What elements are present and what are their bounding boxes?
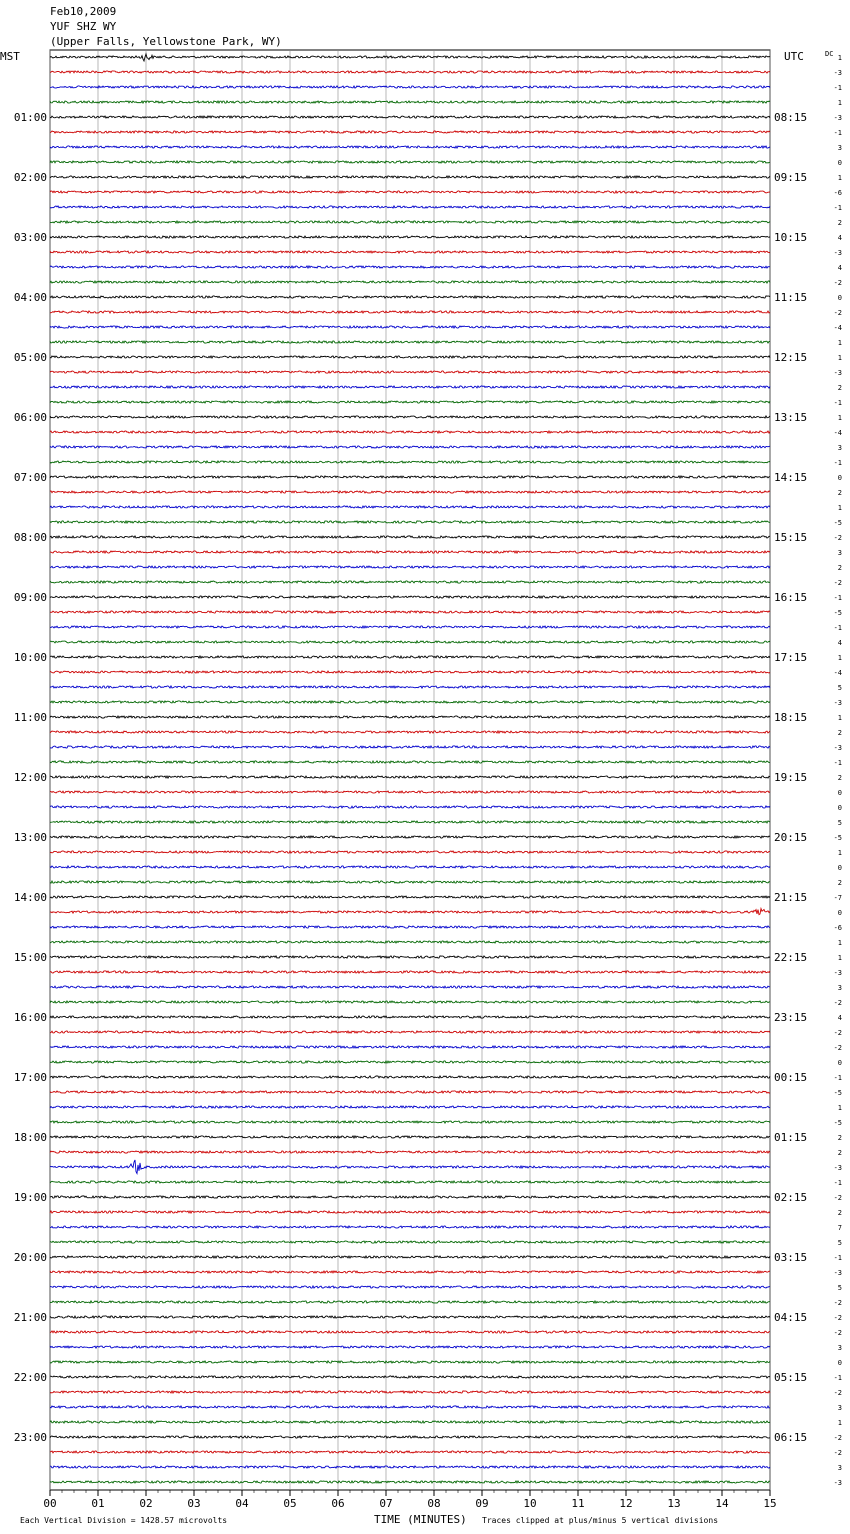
seismic-trace <box>50 206 770 208</box>
dc-offset-value: -1 <box>833 204 842 212</box>
dc-offset-value: -2 <box>833 1029 842 1037</box>
hour-label-right: 06:15 <box>774 1431 808 1444</box>
hour-label-left: 06:00 <box>13 411 47 424</box>
seismic-trace <box>50 1256 770 1258</box>
seismic-trace <box>50 836 770 838</box>
seismic-trace <box>50 356 770 358</box>
seismic-trace <box>50 1301 770 1303</box>
seismic-trace <box>50 1271 770 1273</box>
seismic-trace <box>50 266 770 268</box>
seismic-trace <box>50 566 770 568</box>
seismic-trace <box>50 1241 770 1243</box>
dc-offset-value: -2 <box>833 1044 842 1052</box>
dc-offset-value: 0 <box>837 804 842 812</box>
seismic-trace <box>50 251 770 253</box>
seismic-trace <box>50 909 770 915</box>
right-axis-label: UTC <box>784 50 804 63</box>
vertical-division-note: Each Vertical Division = 1428.57 microvolts <box>20 1516 228 1525</box>
seismic-trace <box>50 1091 770 1093</box>
dc-offset-value: -2 <box>833 1389 842 1397</box>
dc-offset-value: 5 <box>837 1239 842 1247</box>
hour-label-right: 00:15 <box>774 1071 808 1084</box>
hour-label-left: 01:00 <box>13 111 47 124</box>
dc-offset-value: -5 <box>833 609 842 617</box>
seismic-trace <box>50 131 770 133</box>
hour-label-left: 02:00 <box>13 171 47 184</box>
hour-label-left: 03:00 <box>13 231 47 244</box>
x-tick-label: 04 <box>235 1497 249 1510</box>
seismic-trace <box>50 1160 770 1174</box>
seismic-trace <box>50 731 770 733</box>
hour-label-right: 01:15 <box>774 1131 808 1144</box>
hour-label-right: 12:15 <box>774 351 808 364</box>
dc-offset-value: -3 <box>833 1479 842 1487</box>
x-tick-label: 06 <box>331 1497 345 1510</box>
dc-offset-value: 0 <box>837 864 842 872</box>
hour-label-right: 08:15 <box>774 111 808 124</box>
hour-label-right: 22:15 <box>774 951 808 964</box>
dc-offset-value: -5 <box>833 519 842 527</box>
seismic-trace <box>50 341 770 343</box>
dc-offset-value: -4 <box>833 324 842 332</box>
dc-offset-value: 0 <box>837 789 842 797</box>
dc-offset-value: 3 <box>837 1404 842 1412</box>
seismic-trace <box>50 221 770 223</box>
dc-offset-value: -1 <box>833 1074 842 1082</box>
hour-label-right: 17:15 <box>774 651 808 664</box>
station-location: (Upper Falls, Yellowstone Park, WY) <box>50 35 282 48</box>
seismic-trace <box>50 1421 770 1423</box>
seismic-trace <box>50 536 770 538</box>
dc-offset-value: 2 <box>837 384 842 392</box>
dc-offset-value: 1 <box>837 54 842 62</box>
seismic-trace <box>50 326 770 328</box>
station-code: YUF SHZ WY <box>50 20 117 33</box>
x-tick-label: 11 <box>571 1497 585 1510</box>
dc-offset-value: -1 <box>833 1179 842 1187</box>
x-axis-title: TIME (MINUTES) <box>374 1513 467 1526</box>
seismic-trace <box>50 1106 770 1108</box>
dc-offset-value: -2 <box>833 579 842 587</box>
seismic-trace <box>50 1361 770 1363</box>
dc-offset-value: -5 <box>833 834 842 842</box>
dc-offset-value: -4 <box>833 429 842 437</box>
dc-offset-value: -6 <box>833 189 842 197</box>
seismic-trace <box>50 1226 770 1228</box>
seismic-trace <box>50 1121 770 1123</box>
dc-offset-value: 2 <box>837 1209 842 1217</box>
seismic-trace <box>50 1196 770 1198</box>
left-axis-label: MST <box>0 50 20 63</box>
seismic-trace <box>50 1001 770 1003</box>
seismic-trace <box>50 371 770 373</box>
hour-label-left: 11:00 <box>13 711 47 724</box>
seismic-trace <box>50 791 770 793</box>
seismic-trace <box>50 896 770 898</box>
dc-offset-value: -1 <box>833 594 842 602</box>
hour-label-left: 04:00 <box>13 291 47 304</box>
hour-label-right: 18:15 <box>774 711 808 724</box>
seismic-trace <box>50 146 770 148</box>
seismic-trace <box>50 1346 770 1348</box>
dc-offset-value: -6 <box>833 924 842 932</box>
seismic-trace <box>50 1211 770 1213</box>
seismic-trace <box>50 431 770 433</box>
x-tick-label: 14 <box>715 1497 729 1510</box>
dc-offset-value: 3 <box>837 1344 842 1352</box>
seismic-trace <box>50 776 770 778</box>
hour-label-right: 20:15 <box>774 831 808 844</box>
dc-offset-value: 2 <box>837 879 842 887</box>
dc-offset-value: 3 <box>837 144 842 152</box>
seismic-trace <box>50 581 770 583</box>
seismic-trace <box>50 191 770 193</box>
dc-offset-value: 4 <box>837 639 842 647</box>
seismic-trace <box>50 1151 770 1153</box>
x-tick-label: 02 <box>139 1497 153 1510</box>
seismic-trace <box>50 236 770 238</box>
seismic-trace <box>50 311 770 313</box>
hour-label-left: 12:00 <box>13 771 47 784</box>
dc-offset-value: -5 <box>833 1089 842 1097</box>
hour-label-left: 15:00 <box>13 951 47 964</box>
seismic-trace <box>50 1061 770 1063</box>
x-tick-label: 13 <box>667 1497 681 1510</box>
dc-offset-value: 2 <box>837 489 842 497</box>
seismic-trace <box>50 716 770 718</box>
dc-offset-value: 0 <box>837 294 842 302</box>
seismic-trace <box>50 821 770 823</box>
axis-labels <box>14 54 842 1510</box>
dc-offset-value: 0 <box>837 909 842 917</box>
dc-offset-value: 0 <box>837 1359 842 1367</box>
seismic-trace <box>50 626 770 628</box>
seismic-trace <box>50 446 770 448</box>
dc-offset-value: 3 <box>837 1464 842 1472</box>
seismic-trace <box>50 866 770 868</box>
seismic-trace <box>50 596 770 598</box>
seismic-trace <box>50 746 770 748</box>
hour-label-left: 09:00 <box>13 591 47 604</box>
hour-label-right: 13:15 <box>774 411 808 424</box>
seismic-trace <box>50 1031 770 1033</box>
dc-offset-value: -3 <box>833 969 842 977</box>
dc-offset-value: -3 <box>833 1269 842 1277</box>
seismic-trace <box>50 1076 770 1078</box>
x-tick-label: 08 <box>427 1497 441 1510</box>
hour-label-right: 21:15 <box>774 891 808 904</box>
seismic-trace <box>50 686 770 688</box>
dc-offset-value: 1 <box>837 174 842 182</box>
hour-label-right: 19:15 <box>774 771 808 784</box>
dc-offset-value: 5 <box>837 819 842 827</box>
dc-offset-value: 1 <box>837 504 842 512</box>
seismic-trace <box>50 1181 770 1183</box>
dc-offset-value: 4 <box>837 234 842 242</box>
dc-offset-value: -2 <box>833 534 842 542</box>
seismic-traces <box>50 54 770 1483</box>
dc-offset-value: -2 <box>833 1194 842 1202</box>
x-tick-label: 00 <box>43 1497 57 1510</box>
dc-offset-value: -2 <box>833 1299 842 1307</box>
dc-offset-value: -2 <box>833 279 842 287</box>
hour-label-left: 20:00 <box>13 1251 47 1264</box>
dc-offset-value: -1 <box>833 459 842 467</box>
seismic-trace <box>50 476 770 478</box>
dc-offset-value: 1 <box>837 99 842 107</box>
seismic-trace <box>50 1391 770 1393</box>
hour-label-left: 23:00 <box>13 1431 47 1444</box>
seismic-trace <box>50 1286 770 1288</box>
dc-offset-value: 3 <box>837 444 842 452</box>
seismic-trace <box>50 506 770 508</box>
dc-offset-value: 2 <box>837 1149 842 1157</box>
seismic-trace <box>50 1376 770 1378</box>
seismic-trace <box>50 671 770 673</box>
seismic-trace <box>50 1451 770 1453</box>
dc-offset-value: -1 <box>833 1374 842 1382</box>
dc-offset-value: -2 <box>833 309 842 317</box>
dc-offset-value: 2 <box>837 1134 842 1142</box>
hour-label-left: 18:00 <box>13 1131 47 1144</box>
seismic-trace <box>50 956 770 958</box>
seismic-trace <box>50 71 770 73</box>
dc-offset-value: 0 <box>837 474 842 482</box>
seismic-trace <box>50 161 770 163</box>
seismic-trace <box>50 551 770 553</box>
seismic-trace <box>50 761 770 763</box>
seismic-trace <box>50 1046 770 1048</box>
dc-offset-value: -1 <box>833 84 842 92</box>
dc-offset-value: 3 <box>837 984 842 992</box>
seismic-trace <box>50 986 770 988</box>
hour-label-left: 19:00 <box>13 1191 47 1204</box>
seismic-trace <box>50 611 770 613</box>
hour-label-right: 16:15 <box>774 591 808 604</box>
dc-offset-value: -1 <box>833 399 842 407</box>
dc-offset-value: 3 <box>837 549 842 557</box>
dc-offset-value: 1 <box>837 849 842 857</box>
hour-label-right: 05:15 <box>774 1371 808 1384</box>
dc-label: DC <box>825 50 834 58</box>
seismic-trace <box>50 176 770 178</box>
dc-offset-value: -3 <box>833 114 842 122</box>
seismic-trace <box>50 1016 770 1018</box>
dc-offset-value: -4 <box>833 669 842 677</box>
hour-label-left: 14:00 <box>13 891 47 904</box>
dc-offset-value: 2 <box>837 774 842 782</box>
hour-label-left: 17:00 <box>13 1071 47 1084</box>
dc-offset-value: 1 <box>837 954 842 962</box>
dc-offset-value: 1 <box>837 939 842 947</box>
hour-label-right: 09:15 <box>774 171 808 184</box>
seismic-trace <box>50 806 770 808</box>
dc-offset-value: -3 <box>833 369 842 377</box>
dc-offset-value: -3 <box>833 249 842 257</box>
hour-label-left: 22:00 <box>13 1371 47 1384</box>
seismic-trace <box>50 656 770 658</box>
hour-label-right: 23:15 <box>774 1011 808 1024</box>
dc-offset-value: 5 <box>837 684 842 692</box>
seismic-trace <box>50 641 770 643</box>
x-tick-label: 05 <box>283 1497 297 1510</box>
hour-label-right: 04:15 <box>774 1311 808 1324</box>
seismic-trace <box>50 881 770 883</box>
seismic-trace <box>50 461 770 463</box>
x-tick-label: 01 <box>91 1497 105 1510</box>
clip-note: Traces clipped at plus/minus 5 vertical divisions <box>482 1516 719 1525</box>
x-tick-label: 10 <box>523 1497 537 1510</box>
seismic-trace <box>50 1331 770 1333</box>
dc-offset-value: 1 <box>837 414 842 422</box>
x-tick-label: 09 <box>475 1497 489 1510</box>
dc-offset-value: -2 <box>833 1329 842 1337</box>
seismic-trace <box>50 851 770 853</box>
seismic-trace <box>50 701 770 703</box>
dc-offset-value: -1 <box>833 129 842 137</box>
seismic-trace <box>50 296 770 298</box>
dc-offset-value: 4 <box>837 264 842 272</box>
dc-offset-value: -3 <box>833 1164 842 1172</box>
dc-offset-value: -2 <box>833 1434 842 1442</box>
x-tick-label: 07 <box>379 1497 393 1510</box>
seismic-trace <box>50 386 770 388</box>
dc-offset-value: -3 <box>833 699 842 707</box>
seismic-trace <box>50 941 770 943</box>
dc-offset-value: 1 <box>837 339 842 347</box>
hour-label-right: 02:15 <box>774 1191 808 1204</box>
x-tick-label: 12 <box>619 1497 633 1510</box>
hour-label-right: 15:15 <box>774 531 808 544</box>
dc-offset-value: -1 <box>833 759 842 767</box>
dc-offset-value: 1 <box>837 654 842 662</box>
hour-label-left: 21:00 <box>13 1311 47 1324</box>
dc-offset-value: 0 <box>837 1059 842 1067</box>
dc-offset-value: 2 <box>837 729 842 737</box>
chart-date: Feb10,2009 <box>50 5 117 18</box>
dc-offset-value: -5 <box>833 1119 842 1127</box>
hour-label-left: 05:00 <box>13 351 47 364</box>
dc-offset-value: 7 <box>837 1224 842 1232</box>
dc-offset-value: 1 <box>837 1104 842 1112</box>
x-tick-label: 15 <box>763 1497 777 1510</box>
hour-label-left: 16:00 <box>13 1011 47 1024</box>
seismic-trace <box>50 101 770 103</box>
hour-label-right: 03:15 <box>774 1251 808 1264</box>
hour-label-left: 07:00 <box>13 471 47 484</box>
seismic-trace <box>50 281 770 283</box>
x-tick-label: 03 <box>187 1497 201 1510</box>
dc-offset-value: 1 <box>837 1419 842 1427</box>
plot-frame <box>50 50 770 1490</box>
dc-offset-value: -3 <box>833 744 842 752</box>
seismic-trace <box>50 1466 770 1468</box>
seismic-trace <box>50 416 770 418</box>
seismic-trace <box>50 491 770 493</box>
seismic-trace <box>50 521 770 523</box>
dc-offset-value: -1 <box>833 624 842 632</box>
dc-offset-value: -1 <box>833 1254 842 1262</box>
dc-offset-value: 1 <box>837 714 842 722</box>
hour-label-left: 08:00 <box>13 531 47 544</box>
seismic-trace <box>50 1436 770 1438</box>
dc-offset-value: 1 <box>837 354 842 362</box>
seismic-trace <box>50 116 770 118</box>
seismic-trace <box>50 1316 770 1318</box>
dc-offset-value: 4 <box>837 1014 842 1022</box>
dc-offset-value: -2 <box>833 1449 842 1457</box>
dc-offset-value: -3 <box>833 69 842 77</box>
seismic-trace <box>50 971 770 973</box>
seismic-trace <box>50 1136 770 1138</box>
dc-offset-value: 2 <box>837 219 842 227</box>
dc-offset-value: 2 <box>837 564 842 572</box>
seismic-trace <box>50 401 770 403</box>
hour-label-left: 13:00 <box>13 831 47 844</box>
hour-label-right: 10:15 <box>774 231 808 244</box>
seismic-trace <box>50 54 770 61</box>
seismic-trace <box>50 1406 770 1408</box>
dc-offset-value: -2 <box>833 999 842 1007</box>
dc-offset-value: 5 <box>837 1284 842 1292</box>
hour-label-right: 14:15 <box>774 471 808 484</box>
seismic-trace <box>50 1481 770 1483</box>
dc-offset-value: 0 <box>837 159 842 167</box>
dc-offset-value: -2 <box>833 1314 842 1322</box>
hour-label-right: 11:15 <box>774 291 808 304</box>
dc-offset-value: -7 <box>833 894 842 902</box>
hour-label-left: 10:00 <box>13 651 47 664</box>
seismic-trace <box>50 86 770 88</box>
seismic-trace <box>50 926 770 928</box>
